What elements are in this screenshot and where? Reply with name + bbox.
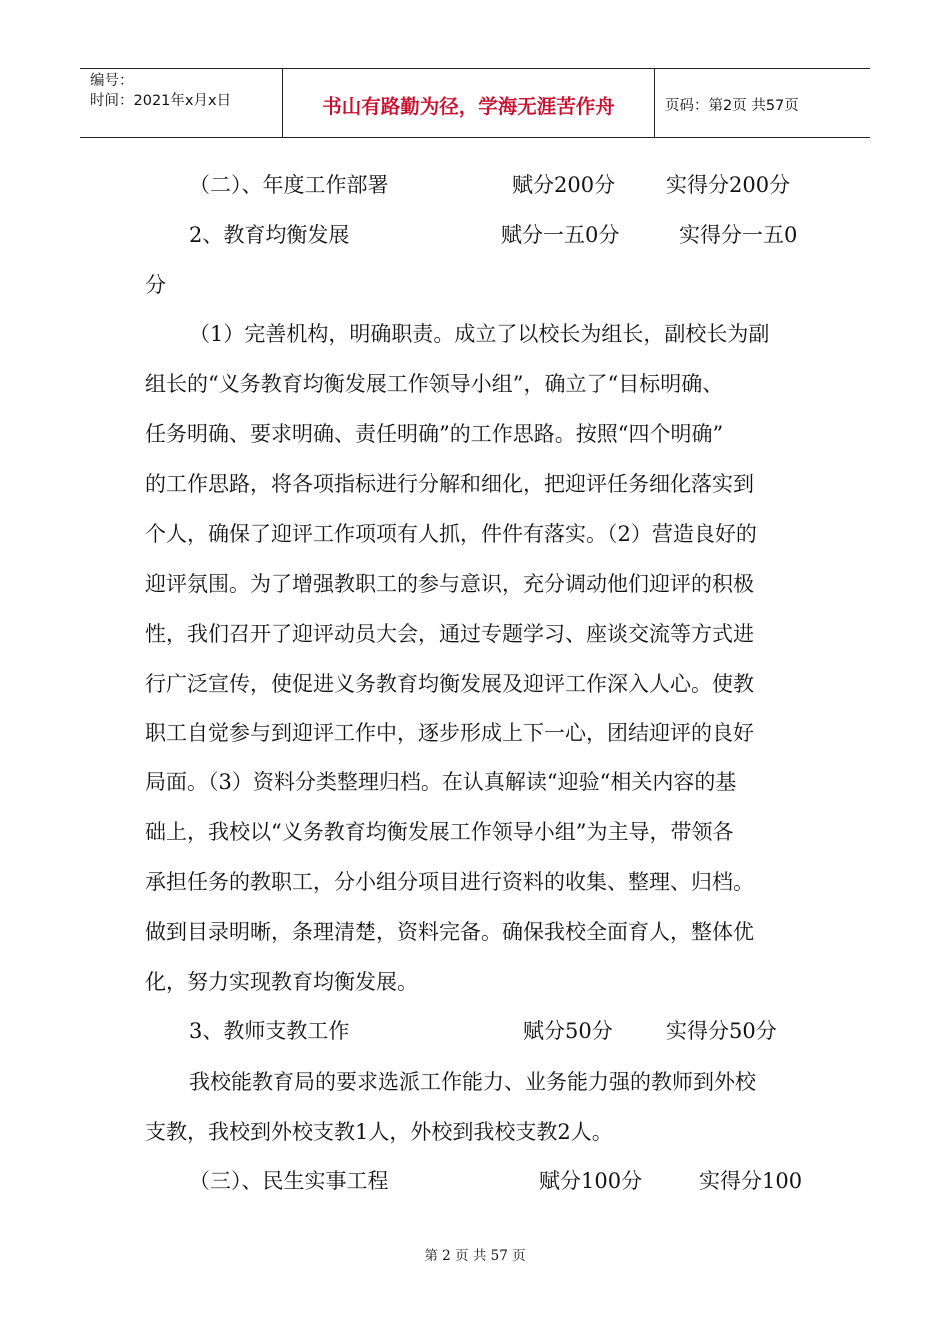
item-score: 赋分50分	[523, 1019, 613, 1043]
page-header	[80, 68, 870, 138]
item-heading-2-tail: 分	[145, 273, 166, 297]
paragraph-line: 的工作思路，将各项指标进行分解和细化，把迎评任务细化落实到	[145, 472, 754, 496]
section-score: 赋分100分	[539, 1169, 643, 1193]
section-title: （二）、年度工作部署	[189, 173, 389, 197]
section-title: （三）、民生实事工程	[189, 1169, 389, 1193]
paragraph-line: 局面。（3）资料分类整理归档。在认真解读“迎验“相关内容的基	[145, 770, 737, 794]
paragraph-line: 任务明确、要求明确、责任明确”的工作思路。按照“四个明确”	[145, 422, 724, 446]
paragraph-line: 础上，我校以“义务教育均衡发展工作领导小组”为主导，带领各	[145, 820, 734, 844]
date-label: 时间：2021年x月x日	[90, 93, 232, 109]
paragraph-line: 承担任务的教职工，分小组分项目进行资料的收集、整理、归档。	[145, 870, 754, 894]
item-got: 实得分一五0	[679, 223, 798, 247]
paragraph-line: （1）完善机构，明确职责。成立了以校长为组长，副校长为副	[189, 322, 770, 346]
item-title: 3、教师支教工作	[189, 1019, 350, 1043]
code-label: 编号：	[90, 73, 134, 89]
paragraph-line: 性，我们召开了迎评动员大会，通过专题学习、座谈交流等方式进	[145, 622, 754, 646]
paragraph-line: 支教，我校到外校支教1人，外校到我校支教2人。	[145, 1120, 613, 1144]
paragraph-line: 个人，确保了迎评工作项项有人抓，件件有落实。（2）营造良好的	[145, 522, 757, 546]
item-score: 赋分一五0分	[501, 223, 620, 247]
paragraph-line: 做到目录明晰，条理清楚，资料完备。确保我校全面育人，整体优	[145, 920, 754, 944]
item-title: 2、教育均衡发展	[189, 223, 350, 247]
header-motto: 书山有路勤为径，学海无涯苦作舟	[283, 69, 655, 137]
section-got: 实得分100	[699, 1169, 803, 1193]
header-meta	[80, 69, 283, 137]
paragraph-line: 化，努力实现教育均衡发展。	[145, 970, 418, 994]
section-got: 实得分200分	[666, 173, 791, 197]
page-footer: 第 2 页 共 57 页	[424, 1248, 526, 1264]
paragraph-line: 迎评氛围。为了增强教职工的参与意识，充分调动他们迎评的积极	[145, 572, 754, 596]
paragraph-line: 行广泛宣传，使促进义务教育均衡发展及迎评工作深入人心。使教	[145, 672, 754, 696]
paragraph-line: 我校能教育局的要求选派工作能力、业务能力强的教师到外校	[189, 1070, 756, 1094]
section-score: 赋分200分	[512, 173, 616, 197]
item-got: 实得分50分	[666, 1019, 777, 1043]
paragraph-line: 组长的“义务教育均衡发展工作领导小组”，确立了“目标明确、	[145, 372, 724, 396]
header-page-info: 页码：第2页 共57页	[665, 97, 799, 114]
paragraph-line: 职工自觉参与到迎评工作中，逐步形成上下一心，团结迎评的良好	[145, 721, 754, 745]
